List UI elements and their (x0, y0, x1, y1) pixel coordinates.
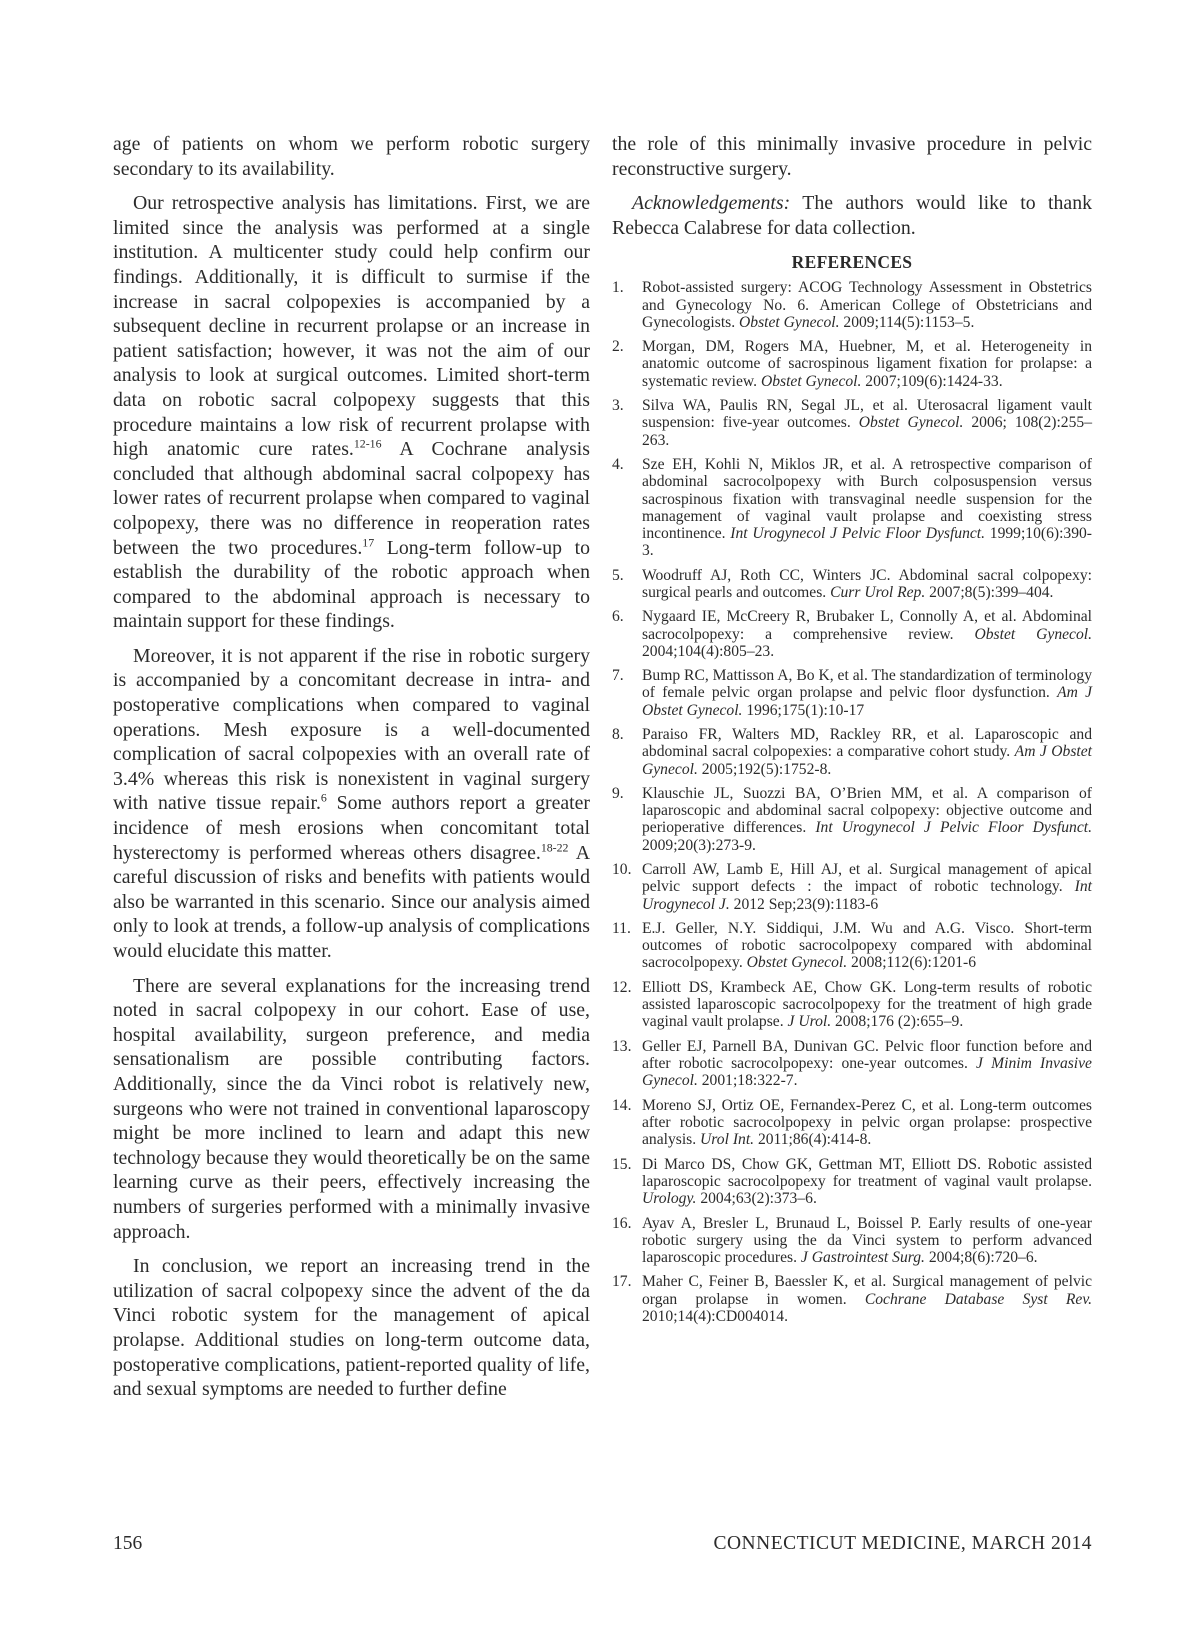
citation-superscript: 6 (320, 790, 327, 805)
journal-title: Am J Obstet Gynecol. (642, 743, 1092, 778)
journal-title: Int Urogynecol J Pelvic Floor Dysfunct. (815, 819, 1092, 837)
reference-item (612, 397, 1092, 449)
reference-text (642, 1156, 1092, 1208)
reference-item (612, 920, 1092, 972)
body-paragraph (113, 1254, 590, 1402)
text-segment: 2004;63(2):373–6. (696, 1190, 817, 1208)
text-segment: 1996;175(1):10-17 (742, 701, 865, 719)
reference-number: 5. (612, 566, 624, 584)
acknowledgements-label: Acknowledgements: (632, 192, 791, 215)
text-segment: 2009;114(5):1153–5. (839, 313, 975, 331)
references-heading: REFERENCES (791, 252, 913, 273)
citation-superscript: 17 (362, 534, 375, 549)
journal-title: J Gastrointest Surg. (800, 1248, 925, 1266)
reference-text (642, 397, 1092, 449)
reference-number: 2. (612, 338, 624, 356)
body-paragraph (113, 644, 590, 964)
text-segment: Robot-assisted surgery: ACOG Technology Assessment in Obstetrics and Gynecology No. 6. American College of Obstetricians and Gynecologists. (642, 279, 1092, 331)
reference-item (612, 338, 1092, 390)
journal-title: Obstet Gynecol. (858, 414, 964, 432)
reference-list (612, 279, 1092, 1325)
text-segment: Moreover, it is not apparent if the rise in robotic surgery is accompanied by a concomitant decrease in intra- and postoperative complications when compared to vaginal operations. Mesh exposure is a well-documented complication of sacral colpopexies with an overall rate of 3.4% whereas this risk is nonexistent in vaginal surgery with native tissue repair. (113, 644, 590, 815)
journal-title: Obstet Gynecol. (739, 313, 840, 331)
reference-item (612, 1273, 1092, 1325)
text-segment: 2001;18:322-7. (697, 1072, 798, 1090)
reference-number: 13. (612, 1037, 632, 1055)
text-segment: 2009;20(3):273-9. (642, 836, 756, 854)
text-segment: Maher C, Feiner B, Baessler K, et al. Surgical management of pelvic organ prolapse in women. (642, 1273, 1092, 1308)
text-segment: A careful discussion of risks and benefits with patients would also be warranted in this scenario. Since our analysis aimed only to look at trends, a follow-up analysis of complications would elucidate this matter. (113, 841, 591, 962)
reference-number: 12. (612, 978, 632, 996)
reference-number: 8. (612, 726, 624, 744)
reference-item (612, 456, 1092, 559)
journal-title: Curr Urol Rep. (830, 583, 926, 601)
reference-number: 4. (612, 456, 624, 474)
text-segment: 2010;14(4):CD004014. (642, 1307, 788, 1325)
journal-title: Obstet Gynecol. (974, 625, 1092, 643)
text-segment: Klauschie JL, Suozzi BA, O’Brien MM, et al. A comparison of laparoscopic and abdominal sacral colpopexy: objective outcome and perioperative differences. (642, 785, 1092, 837)
reference-number: 9. (612, 785, 624, 803)
reference-item (612, 979, 1092, 1031)
reference-number: 10. (612, 861, 632, 879)
citation-superscript: 18-22 (540, 840, 569, 855)
text-segment: Moreno SJ, Ortiz OE, Fernandex-Perez C, et al. Long-term outcomes after robotic sacrocolpopexy in pelvic organ prolapse: prospective analysis. (642, 1096, 1092, 1149)
reference-text (642, 1215, 1092, 1267)
reference-number: 6. (612, 608, 624, 626)
text-segment: Woodruff AJ, Roth CC, Winters JC. Abdominal sacral colpopexy: surgical pearls and outcomes. (642, 566, 1092, 601)
text-segment: 2008;112(6):1201-6 (847, 954, 977, 972)
continued-paragraph: the role of this minimally invasive procedure in pelvic reconstructive surgery. (612, 133, 1092, 180)
text-segment: 2008;176 (2):655–9. (831, 1013, 964, 1031)
reference-text (642, 979, 1092, 1031)
reference-text (642, 1097, 1092, 1149)
text-segment: 2006; 108(2):255–263. (642, 414, 1092, 449)
reference-text (642, 456, 1092, 559)
reference-item (612, 861, 1092, 913)
reference-number: 3. (612, 397, 624, 415)
reference-text (642, 567, 1092, 601)
text-segment: 1999;10(6):390-3. (642, 524, 1092, 560)
text-segment: Silva WA, Paulis RN, Segal JL, et al. Uterosacral ligament vault suspension: five-year outcomes. (642, 397, 1092, 432)
text-segment: Our retrospective analysis has limitations. First, we are limited since the analysis was performed at a single institution. A multicenter study could help confirm our findings. Additionally, it is difficult to surmise if the increase in sacral colpopexies is accompanied by a subsequent decline in recurrent prolapse or an increase in patient satisfaction; however, it was not the aim of our analysis to look at surgical outcomes. Limited short-term data on robotic sacral colpopexy suggests that this procedure maintains a low risk of recurrent prolapse with high anatomic cure rates. (113, 192, 590, 461)
reference-number: 1. (612, 279, 624, 297)
body-paragraph (113, 191, 590, 634)
running-footer: CONNECTICUT MEDICINE, MARCH 2014 (713, 1533, 1092, 1554)
reference-item (612, 1215, 1092, 1267)
reference-item (612, 726, 1092, 778)
journal-title: Urol Int. (700, 1131, 755, 1149)
reference-item (612, 1156, 1092, 1208)
text-segment: Elliott DS, Krambeck AE, Chow GK. Long-term results of robotic assisted laparoscopic sacrocolpopexy for the treatment of high grade vaginal vault prolapse. (642, 978, 1092, 1031)
reference-item (612, 608, 1092, 660)
journal-title: Int Urogynecol J. (642, 878, 1092, 913)
page-number: 156 (113, 1533, 143, 1554)
journal-title: Int Urogynecol J Pelvic Floor Dysfunct. (730, 524, 986, 542)
reference-number: 7. (612, 667, 624, 685)
text-segment: Carroll AW, Lamb E, Hill AJ, et al. Surgical management of apical pelvic support defects : the impact of robotic technology. (642, 861, 1092, 896)
body-paragraph (113, 132, 590, 181)
text-segment: There are several explanations for the increasing trend noted in sacral colpopexy in our cohort. Ease of use, hospital availability, surgeon preference, and media sensationalism are possible contributing factors. Additionally, since the da Vinci robot is relatively new, surgeons who were not trained in conventional laparoscopy might be more inclined to learn and adapt this new technology because they would theoretically be on the same learning curve as their peers, effectively increasing the numbers of surgeries performed with a minimally invasive approach. (113, 974, 590, 1243)
reference-text (642, 338, 1092, 390)
journal-title: Urology. (642, 1190, 697, 1208)
reference-text (642, 279, 1092, 331)
text-segment: 2005;192(5):1752-8. (697, 760, 832, 778)
text-segment: 2012 Sep;23(9):1183-6 (729, 895, 879, 913)
reference-item (612, 785, 1092, 854)
text-segment: E.J. Geller, N.Y. Siddiqui, J.M. Wu and A.G. Visco. Short-term outcomes of robotic sacrocolpopexy compared with abdominal sacrocolpopexy. (642, 920, 1092, 972)
acknowledgements-text: The authors would like to thank Rebecca Calabrese for data collection. (612, 192, 1092, 239)
text-segment: Morgan, DM, Rogers MA, Huebner, M, et al. Heterogeneity in anatomic outcome of sacrospinous ligament fixation for prolapse: a systematic review. (642, 338, 1092, 390)
journal-title: Obstet Gynecol. (746, 954, 848, 972)
journal-title: J Minim Invasive Gynecol. (642, 1055, 1092, 1090)
text-segment: Nygaard IE, McCreery R, Brubaker L, Connolly A, et al. Abdominal sacrocolpopexy: a comprehensive review. (642, 608, 1092, 643)
reference-text (642, 1273, 1092, 1325)
text-segment: Some authors report a greater incidence of mesh erosions when concomitant total hysterectomy is performed whereas others disagree. (113, 792, 590, 864)
reference-text (642, 726, 1092, 778)
text-segment: Sze EH, Kohli N, Miklos JR, et al. A retrospective comparison of abdominal sacrocolpopexy with Burch colposuspension versus sacrospinous fixation with transvaginal needle suspension for the management of vaginal vault prolapse and coexisting stress incontinence. (642, 456, 1092, 542)
reference-item (612, 1038, 1092, 1090)
reference-item (612, 567, 1092, 601)
body-paragraph (113, 974, 590, 1245)
reference-number: 14. (612, 1096, 632, 1114)
reference-text (642, 861, 1092, 913)
text-segment: Di Marco DS, Chow GK, Gettman MT, Elliott DS. Robotic assisted laparoscopic sacrocolpopexy for treatment of vaginal vault prolapse. (642, 1155, 1092, 1190)
citation-superscript: 12-16 (353, 436, 382, 451)
text-segment: Bump RC, Mattisson A, Bo K, et al. The standardization of terminology of female pelvic organ prolapse and pelvic floor dysfunction. (642, 667, 1092, 702)
reference-number: 16. (612, 1214, 632, 1232)
reference-text (642, 785, 1092, 854)
journal-title: Cochrane Database Syst Rev. (864, 1290, 1093, 1308)
text-segment: Paraiso FR, Walters MD, Rackley RR, et al. Laparoscopic and abdominal sacral colpopexies: a comparative cohort study. (642, 726, 1092, 761)
reference-number: 11. (612, 920, 631, 938)
reference-item (612, 279, 1092, 331)
reference-text (642, 1038, 1092, 1090)
reference-number: 17. (612, 1273, 632, 1291)
text-segment: 2007;8(5):399–404. (925, 583, 1054, 601)
text-segment: 2007;109(6):1424-33. (861, 372, 1003, 390)
journal-title: Am J Obstet Gynecol. (642, 684, 1092, 719)
reference-text (642, 667, 1092, 719)
left-column (113, 132, 590, 1402)
reference-text (642, 920, 1092, 972)
text-segment: 2004;104(4):805–23. (642, 642, 775, 660)
text-segment: 2011;86(4):414-8. (754, 1131, 872, 1149)
acknowledgements (612, 191, 1092, 240)
text-segment: Ayav A, Bresler L, Brunaud L, Boissel P. Early results of one-year robotic surgery using the da Vinci system to perform advanced laparoscopic procedures. (642, 1214, 1092, 1266)
text-segment: 2004;8(6):720–6. (924, 1248, 1038, 1266)
reference-text (642, 608, 1092, 660)
reference-item (612, 667, 1092, 719)
journal-title: Obstet Gynecol. (760, 372, 862, 390)
reference-item (612, 1097, 1092, 1149)
text-segment: age of patients on whom we perform robotic surgery secondary to its availability. (113, 133, 590, 180)
text-segment: A Cochrane analysis concluded that although abdominal sacral colpopexy has lower rates of recurrent prolapse when compared to vaginal colpopexy, there was no difference in reoperation rates between the two procedures. (113, 438, 590, 559)
journal-title: J Urol. (787, 1013, 832, 1031)
right-column (612, 132, 1092, 1332)
text-segment: Geller EJ, Parnell BA, Dunivan GC. Pelvic floor function before and after robotic sacrocolpopexy: one-year outcomes. (642, 1037, 1092, 1073)
text-segment: Long-term follow-up to establish the durability of the robotic approach when compared to the abdominal approach is necessary to maintain support for these findings. (113, 536, 590, 633)
reference-number: 15. (612, 1155, 632, 1173)
text-segment: In conclusion, we report an increasing trend in the utilization of sacral colpopexy since the advent of the da Vinci robotic system for the management of apical prolapse. Additional studies on long-term outcome data, postoperative complications, patient-reported quality of life, and sexual symptoms are needed to further define (113, 1255, 590, 1401)
